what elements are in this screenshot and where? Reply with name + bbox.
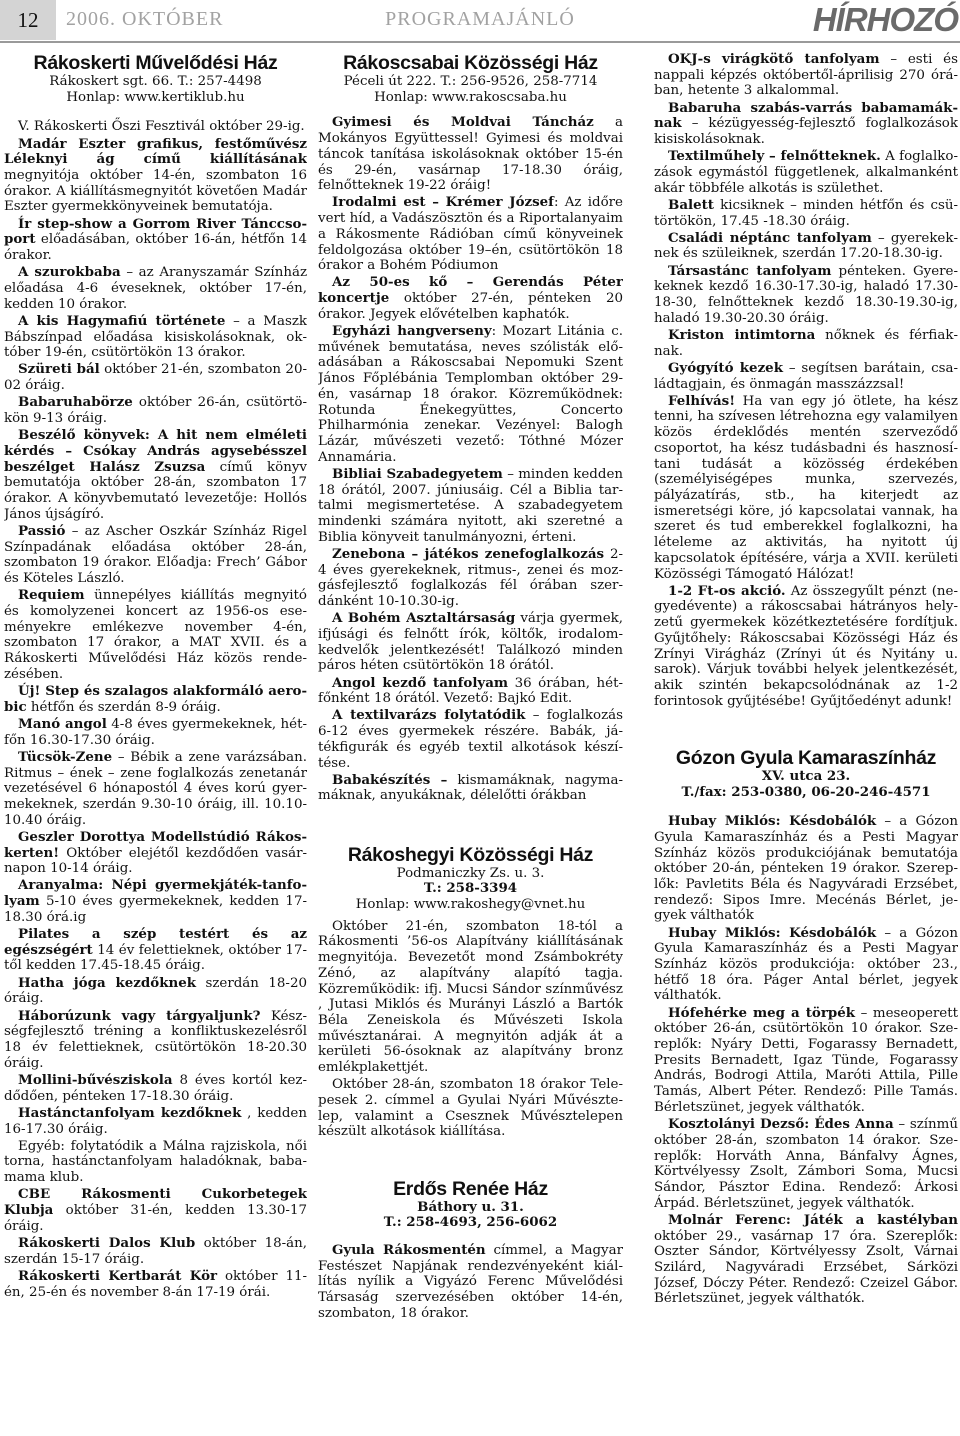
venue-website: Honlap: www.kertiklub.hu: [66, 89, 245, 105]
program-item-title: Madár Eszter grafikus, festőművész Léleknyi ág című kiállításának: [4, 135, 307, 168]
program-item-text: , kedden 16-17.30 óráig.: [4, 1105, 307, 1137]
program-item: [4, 119, 307, 135]
venue-address: Péceli út 222. T.: 256-9526, 258-7714: [343, 74, 598, 89]
program-item-title: Babaruha szabás-varrás babamamáknak: [654, 99, 958, 132]
column-1: [4, 52, 307, 1432]
program-item-title: A textilvarázs folytatódik: [332, 707, 526, 724]
program-item-title: Az 50-es kő – Gerendás Péter koncertje: [318, 274, 623, 307]
program-item: [4, 976, 307, 1007]
program-item: [4, 524, 307, 587]
program-item-text: hétfőn és szerdán 8-9 óráig.: [26, 699, 221, 715]
program-list: [318, 1243, 623, 1322]
program-item-text: – a Gózon Gyula Kamaraszínház és a Pesti Magyar Színház közös produkciójának bemutatója október 20-án, pénteken 19 órakor. Szereplők: Pavletits Béla és Nagyváradi Erzsébet, rendező: Sipos Imre. Mecénás Bérlet, jegyek válthatók: [654, 814, 958, 924]
program-item-title: A Bohém Asztaltársaság: [332, 610, 516, 627]
program-item: [654, 149, 958, 196]
program-item-title: Pilates a szép testért és az egészségért: [4, 926, 307, 958]
program-item-text: 4-8 éves gyermekeknek, hétfőn 16.30-17.30 óráig.: [4, 716, 307, 748]
program-item: [4, 1187, 307, 1234]
program-item-title: Hubay Miklós: Késdobálók: [668, 924, 877, 941]
program-item-title: Ír step-show a Gorrom River Tánccsoport: [4, 215, 307, 248]
program-item-title: Gyógyító kezek: [668, 359, 783, 376]
program-item: [318, 919, 623, 1076]
program-item-text: október 18-án, szerdán 15-17 óráig.: [4, 1235, 307, 1267]
program-item-text: 5-10 éves gyermekeknek, kedden 17-18.30 órá.ig: [4, 894, 307, 925]
program-item-title: OKJ-s virágkötő tanfolyam: [668, 52, 880, 67]
program-item: [654, 101, 958, 148]
program-item-text: 14 év felettieknek, október 17-től kedden 17.45-18.45 óráig.: [4, 942, 307, 974]
program-item-title: Hatha jóga kezdőknek: [18, 974, 197, 991]
program-item-text: Október 28-án, szombaton 18 órakor Telepesek 2. címmel a Gyulai Nyári Művésztelep, valamint a Csesznek Művésztelepen készült alkotások kiállítása.: [318, 1077, 623, 1140]
venue-website: Honlap: www.rakoshegy@vnet.hu: [355, 897, 586, 913]
program-item-text: Október 21-én, szombaton 18-tól a Rákosmenti ’56-os Alapítvány kiállításának megnyitója. Bevezetőt mond Zsámbokréty Zénó, az alapítvány alapító tagja. Közreműködik: ifj. Mucsi Sándor színművész , Jutasi Miklós és Murányi László a Bartók Béla Zeneiskola és Művészeti Iskola művésztanárai. A megnyitón adják át a kerületi 56-ósoknak az alapítvány bronz emlékplakettjét.: [318, 918, 623, 1076]
program-item-text: – színmű október 28-án, szombaton 14 órakor. Szereplők: Horváth Anna, Bánfalvy Ágnes, Körtvélyessy Zsolt, Zámbori Soma, Mucsi Sándor, Pásztor Edina. Rendező: Árkosi Árpád. Bérletszünet, jegyek válthatók.: [654, 1117, 958, 1211]
section-title: PROGRAMAJÁNLÓ: [385, 8, 575, 30]
program-item-text: Ha van egy jó ötlete, ha kész tenni, ha szívesen létrehozna egy valamilyen közös érdeklődés mentén szerveződő csoportot, ha kész tudásbadni és hasznosítani tudását a közösség érdekében (személyiségépes munka, szervezés, pályázatírás, stb., ha kiterjedt az ismeretségi köre, jó kapcsolatai vannak, ha szeret és tud emberekkel foglalkozni, ha lételeme az aktivitás, ha nyitott új kapcsolatok építésére, várja a XVII. kerületi Közösségi Támogató Hálózat!: [654, 393, 958, 582]
program-item: [4, 137, 307, 216]
venue-address: XV. utca 23.: [761, 767, 851, 784]
program-item-title: A kis Hagymafiú története: [18, 312, 226, 329]
program-item-title: Angol kezdő tanfolyam: [332, 674, 509, 691]
program-item: [654, 814, 958, 924]
program-item-title: Családi néptánc tanfolyam: [668, 229, 872, 246]
venue-address: Rákoskert sgt. 66. T.: 257-4498: [49, 74, 262, 89]
program-item-title: Kriston intimtorna: [668, 326, 816, 343]
program-item-text: szerdán 18-20 óráig.: [4, 975, 307, 1007]
program-item-title: Molnár Ferenc: Játék a kastélyban: [668, 1211, 958, 1228]
program-item-title: Manó angol: [18, 715, 107, 732]
program-item-title: Passió: [18, 522, 66, 539]
program-item-text: : Az időre vert híd, a Vadászösztön és a Riportalanyaim a Rákosmente Rádióban című könyveinek feldolgozása október 19–én, csütörtökön 18 órakor a Bohém Pódiumon: [318, 195, 623, 274]
program-item-text: 8 éves kortól kezdődően, pénteken 17-18.30 óráig.: [4, 1072, 307, 1104]
program-item-title: CBE Rákosmenti Cukorbetegek Klubja: [4, 1186, 307, 1219]
program-item-text: címmel, a Magyar Festészet Napjának rendezvényeként kiállítás nyílik a Vigyázó Ferenc Művelődési Társaság szervezésében október 14-én, szombaton, 18 órakor.: [318, 1243, 623, 1321]
program-item-text: Készségfejlesztő tréning a konfliktuskezelésről 18 év felettieknek, csütörtökön 18-20.30 óráig.: [4, 1008, 307, 1071]
program-item-title: Rákoskerti Dalos Klub: [18, 1234, 196, 1251]
program-item-title: A szurokbaba: [18, 264, 121, 281]
program-item: [318, 467, 623, 546]
venue-title: Erdős Renée Ház: [393, 1177, 548, 1200]
program-item-title: Zenebona – játékos zenefoglalkozás: [332, 545, 605, 562]
program-item-text: pénteken. Gyerekeknek kezdő 16.30-17.30-ig, haladó 17.30-18-30, felnőtteknek kezdő 18.30-19.30-ig, haladó 19.30-20.30 óráig.: [654, 263, 958, 326]
program-item-title: Gyula Rákosmentén: [332, 1242, 486, 1258]
program-item-title: Geszler Dorottya Modellstúdió Rákoskerten!: [4, 828, 307, 861]
program-item-title: Egyházi hangverseny: [332, 323, 492, 340]
program-item-title: Tücsök-Zene: [18, 748, 113, 765]
publication-logo: HÍRHOZÓ: [812, 1, 958, 38]
program-list: [318, 919, 623, 1140]
venue-phone: T./fax: 253-0380, 06-20-246-4571: [681, 783, 931, 800]
program-item-text: előadásában, október 16-án, hétfőn 14 órakor.: [4, 232, 307, 264]
program-item: [318, 773, 623, 804]
program-item: [318, 547, 623, 610]
program-item-title: Babaruhabörze: [18, 394, 133, 411]
program-item: [4, 927, 307, 974]
program-item: [318, 611, 623, 674]
issue-date: 2006. OKTÓBER: [66, 8, 224, 30]
program-item-title: Beszélő könyvek: A hit nem elméleti kérdés – Csókay András agysebésszel beszélget Halász Zsuzsa: [4, 427, 307, 475]
program-item: [4, 362, 307, 393]
program-item-text: – a Gózon Gyula Kamaraszínház és a Pesti Magyar Színház közös produkciója: október 23., hétfő 18 óra. Páger Antal bérlet, jegyek válthatók.: [654, 925, 958, 1004]
program-item-title: Gyimesi és Moldvai Táncház: [332, 114, 594, 131]
program-item-text: – esti és nappali képzés októbertől-áprilisig 270 órában, hetente 3 alkalommal.: [654, 52, 958, 99]
program-item: [654, 328, 958, 359]
program-item: [4, 265, 307, 312]
program-item-text: kicsiknek – minden hétfőn és csütörtökön, 17.45 -18.30 óráig.: [654, 197, 958, 229]
program-item-text: című könyv bemutatója október 28-án, szombaton 17 órakor. A könyvbemutató levezetője: Hollós János újságíró.: [4, 459, 307, 522]
program-item-text: – az Ascher Oszkár Színház Rigel Színpadának előadása október 28-án, szombaton 19 órakor. Előadja: Frech’ Gábor és Köteles László.: [4, 523, 307, 587]
program-item-title: Mollini-bűvésziskola: [18, 1071, 173, 1088]
program-item-text: Október elejétől kezdődően vasárnapon 10-14 óráig.: [4, 845, 307, 877]
column-2: [318, 52, 623, 1432]
program-item-title: Hófehérke meg a törpék: [668, 1004, 856, 1021]
program-list: [318, 115, 623, 804]
program-item: [654, 264, 958, 327]
program-item-text: október 26-án, csütörtökön 9-13 óráig.: [4, 395, 307, 427]
program-item: [318, 115, 623, 194]
venue-address: Báthory u. 31.: [417, 1198, 524, 1215]
program-item-title: Szüreti bál: [18, 361, 100, 378]
program-item-text: október 11-én, 25-én és november 8-án 17-19 órái.: [4, 1268, 307, 1300]
program-item-text: – gyerekeknek és szüleiknek, szerdán 17.20-18.30-ig.: [654, 230, 958, 262]
program-item-text: megnyitója október 14-én, szombaton 16 órakor. A kiállításmegnyitót követően Madár Eszter gyermekkönyveinek bemutatója.: [4, 168, 307, 215]
program-item: [654, 584, 958, 710]
program-item-text: a Mokányos Együttessel! Gyimesi és moldvai táncok tanítása iskolásoknak október 15-én és 29-én, vasárnap 17-18.30 óráig, felnőtteknek 19-22 óráig!: [318, 115, 623, 194]
program-item: [4, 717, 307, 748]
program-item-title: Felhívás!: [668, 392, 736, 409]
program-item: [318, 275, 623, 322]
program-item: [4, 314, 307, 361]
program-item-title: Társastánc tanfolyam: [668, 262, 832, 279]
program-item: [4, 1009, 307, 1072]
program-item: [4, 750, 307, 829]
program-item-text: V. Rákoskerti Őszi Fesztivál október 29-ig.: [18, 119, 305, 135]
venue-title: Rákoshegyi Közösségi Ház: [347, 843, 594, 866]
program-item: [4, 1139, 307, 1186]
program-item: [654, 1006, 958, 1116]
program-item-title: Rákoskerti Kertbarát Kör: [18, 1267, 218, 1284]
program-item-text: – segítsen barátain, családtagjain, és önmagán masszázzsal!: [654, 360, 958, 392]
program-item-text: A foglalkozások egymástól függetlenek, alkalmanként akár többféle alkotás is születhet.: [654, 149, 958, 196]
program-item: [4, 830, 307, 877]
program-item: [318, 195, 623, 274]
program-item: [654, 52, 958, 99]
program-item: [654, 1213, 958, 1307]
program-item: [654, 231, 958, 262]
program-item: [654, 1117, 958, 1211]
program-item: [4, 217, 307, 264]
venue-title: Rákoskerti Művelődési Ház: [33, 52, 278, 74]
program-list: [4, 119, 307, 1300]
program-item-title: Új! Step és szalagos alakformáló aerobic: [4, 683, 307, 715]
program-item-text: október 27-én, pénteken 20 órakor. Jegyek elővételben kaphatók.: [318, 291, 623, 322]
program-item-text: október 31-én, kedden 13.30-17 óráig.: [4, 1203, 307, 1234]
header-rule: [0, 41, 960, 43]
program-item-text: – az Aranyszamár Színház előadása 4-6 éveseknek, október 17-én, kedden 10 órakor.: [4, 265, 307, 312]
program-item: [4, 878, 307, 925]
program-item-text: kismamáknak, nagymamáknak, anyukáknak, délelőtti órákban: [318, 772, 623, 804]
program-item: [4, 1106, 307, 1137]
program-item-text: – minden kedden 18 órától, 2007. júniusáig. Cél a Biblia tartalmi megismertetése. A szabadegyetem mindenki számára nyitott, aki szeretné a Biblia könyveit tanulmányozni, érteni.: [318, 466, 623, 545]
venue-title: Rákoscsabai Közösségi Ház: [343, 52, 598, 74]
program-item-title: Hubay Miklós: Késdobálók: [668, 813, 877, 830]
program-item-text: október 29., vasárnap 17 óra. Szereplők: Oszter Sándor, Körtvélyessy Zsolt, Várnai Szilárd, Nagyváradi Erzsébet, Sárközi József, Dóczy Péter. Rendező: Czeizel Gábor. Bérletszünet, jegyek válthatók.: [654, 1228, 958, 1307]
program-item-title: 1-2 Ft-os akció.: [668, 582, 786, 599]
program-item-text: várja gyermek, ifjúsági és felnőtt írók, költők, irodalomkedvelők jelentkezését! Találkozó minden páros héten csütörtökön 18 órától.: [318, 611, 623, 674]
program-item-title: Babakészítés –: [332, 771, 448, 788]
program-item: [318, 676, 623, 707]
column-3: [654, 52, 958, 1432]
program-item-text: Az összegyűlt pénzt (negyedévente) a rákoscsabai hátrányos helyzetű gyermekek közétkeztetésére fordítjuk. Gyűjtőhely: Rákoscsabai Közösségi Ház és Zrínyi Virágház (Zrínyi út és Nyitány u. sarok). Várjuk további helyek jelentkezését, akik szintén bekapcsolódnának az 1-2 forintosok gyűjtésébe! Gyűjtőedényt adunk!: [654, 583, 958, 709]
program-item-title: Kosztolányi Dezső: Édes Anna: [668, 1116, 894, 1133]
venue-phone: T.: 258-4693, 256-6062: [383, 1214, 558, 1231]
program-item-text: – a Maszk Bábszínpad előadása kisiskolásoknak, október 19-én, csütörtökön 13 órakor.: [4, 313, 307, 361]
program-item-text: – Bébik a zene varázsában. Ritmus – ének – zene foglalkozás zenetanár vezetésével 6 hónapostól 4 éves korú gyermekeknek, szerdán 9.30-10 óráig, ill. 10.10-10.40 óráig.: [4, 749, 307, 828]
program-item-text: – foglalkozás 6-12 éves gyermekek részére. Babák, játékfigurák és egyéb textil alkotások készítése.: [318, 708, 623, 771]
program-item: [4, 684, 307, 715]
program-item: [4, 1073, 307, 1104]
program-item-text: nőknek és férfiaknak.: [654, 327, 958, 359]
program-item-text: – meseoperett október 26-án, csütörtökön 10 órakor. Szereplők: Nyáry Detti, Fogarassy Bernadett, Presits Bernadett, Igaz Tünde, Fogarassy András, Bodrogi Attila, Maróti Attila, Pille Tamás, Albert Péter. Rendező: Pille Tamás. Bérletszünet, jegyek válthatók.: [654, 1005, 958, 1115]
program-item-title: Balett: [668, 196, 714, 213]
program-item: [654, 198, 958, 229]
venue-website: Honlap: www.rakoscsaba.hu: [374, 89, 567, 105]
program-item: [654, 394, 958, 582]
venue-address: Podmaniczky Zs. u. 3.: [396, 865, 545, 881]
program-item-title: Bibliai Szabadegyetem: [332, 465, 503, 482]
program-item: [654, 361, 958, 392]
program-item-title: Háborúzunk vagy tárgyaljunk?: [18, 1007, 261, 1024]
program-item-text: 2-4 éves gyerekeknek, ritmus-, zenei és mozgásfejlesztő foglalkozás fél órában szerdánként 10-10.30-ig.: [318, 546, 623, 609]
venue-phone: T.: 258-3394: [423, 880, 518, 897]
program-item-text: – kézügyesség-fejlesztő foglalkozások kisiskolásoknak.: [654, 116, 958, 148]
program-item: [4, 1269, 307, 1300]
program-item-text: október 21-én, szombaton 20-02 óráig.: [4, 362, 307, 394]
program-item: [4, 395, 307, 426]
program-item: [318, 324, 623, 465]
program-item-text: ünnepélyes kiállítás megnyitó és komolyzenei koncert az 1956-os eseményekre emlékezve november 4-én, szombaton 17 órakor, a MAT XVII. és a Rákoskerti Művelődési Ház közös rendezésében.: [4, 588, 307, 682]
program-list: [654, 814, 958, 1307]
program-item: [654, 926, 958, 1005]
program-item: [318, 1077, 623, 1140]
program-item: [4, 428, 307, 522]
program-item-text: Egyéb: folytatódik a Málna rajziskola, női torna, hastánctanfolyam haladóknak, baba-mama klub.: [4, 1138, 307, 1186]
venue-title: Gózon Gyula Kamaraszínház: [675, 746, 937, 769]
program-item-title: Aranyalma: Népi gyermekjáték-tanfolyam: [4, 877, 307, 910]
program-item-text: : Mozart Litánia c. művének bemutatása, neves szólisták előadásában a Rákoscsabai Nepomuki Szent János Főplébánia Templomban október 29-én, vasárnap 18 órakor. Közreműködnek: Rotunda Énekegyüttes, Concerto Philharmónia zenekar. Vezényel: Balogh Lázár, művészeti vezető: Tóthné Mózer Annamária.: [318, 324, 623, 465]
program-item-text: 36 órában, hétfőnként 18 órától. Vezető: Bajkó Edit.: [318, 675, 623, 707]
program-item-title: Irodalmi est – Krémer József: [332, 194, 554, 211]
program-list: [654, 52, 958, 709]
program-item-title: Hastánctanfolyam kezdőknek: [18, 1104, 242, 1121]
page-header: [0, 0, 960, 44]
program-item: [318, 708, 623, 771]
program-item-title: Requiem: [18, 587, 85, 604]
program-item: [318, 1243, 623, 1322]
program-item: [4, 1236, 307, 1267]
program-item-title: Textilműhely – felnőtteknek.: [668, 148, 881, 165]
program-item: [4, 588, 307, 682]
page-number: 12: [0, 0, 56, 40]
